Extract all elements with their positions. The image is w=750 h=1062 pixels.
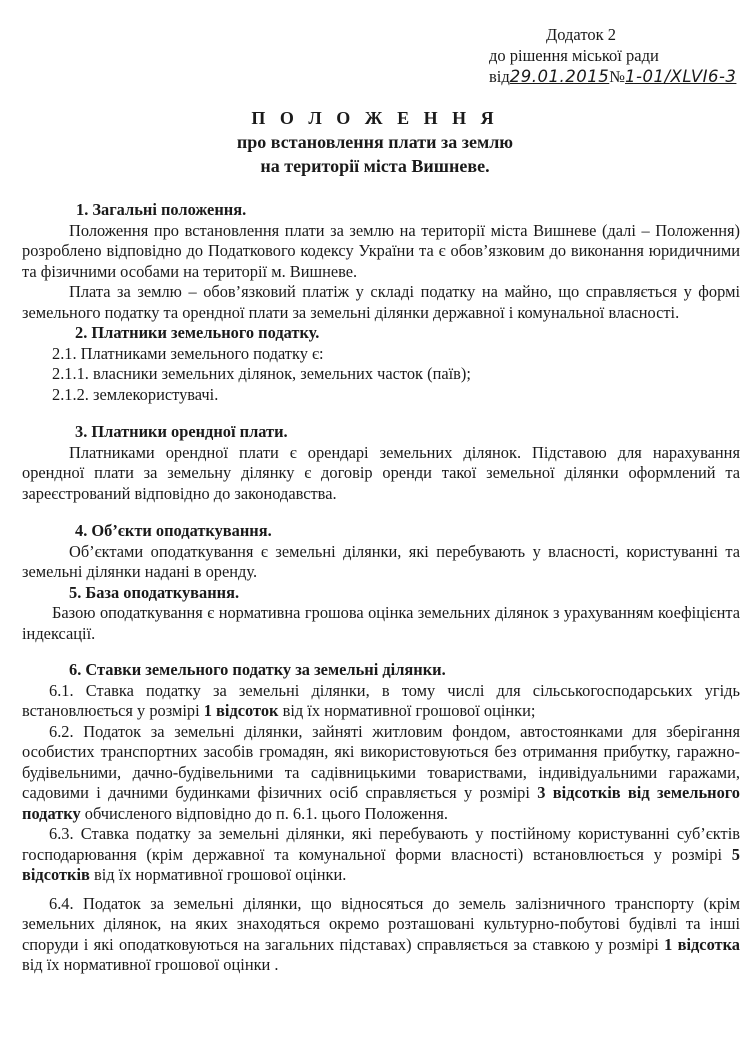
section-3-paragraph: Платниками орендної плати є орендарі земельних ділянок. Підставою для нарахування орендної плати за земельну ділянку є договір оренди такої земельної ділянки оформлений та зареєстрований відповідно до законодавства. bbox=[22, 442, 740, 503]
annex-date-number bbox=[489, 66, 749, 87]
title-subject: про встановлення плати за землю bbox=[236, 132, 514, 152]
section-5-heading: 5. База оподаткування. bbox=[69, 582, 240, 602]
section-5-paragraph: Базою оподаткування є нормативна грошова оцінка земельних ділянок з урахуванням коефіцієнта індексації. bbox=[22, 603, 740, 643]
section-2-item-3: 2.1.2. землекористувачі. bbox=[52, 384, 219, 404]
annex-decision: до рішення міської ради bbox=[489, 46, 659, 65]
annex-from-label: від bbox=[489, 67, 510, 86]
title-main: П О Л О Ж Е Н Н Я bbox=[251, 108, 499, 128]
section-3-heading: 3. Платники орендної плати. bbox=[75, 422, 288, 441]
annex-date: 29.01.2015 bbox=[509, 67, 610, 86]
section-6-paragraph-3: 6.3. Ставка податку за земельні ділянки, які перебувають у постійному користуванні суб’єктів господарювання (крім державної та комунальної форми власності) встановлюється у розмірі 5 відсотків від їх нормативної грошової оцінки. bbox=[22, 824, 740, 884]
document-title bbox=[0, 106, 750, 178]
annex-number-sign: № bbox=[609, 67, 626, 86]
title-place: на території міста Вишневе. bbox=[260, 156, 490, 176]
section-2-item-1: 2.1. Платниками земельного податку є: bbox=[52, 343, 324, 363]
section-6-heading: 6. Ставки земельного податку за земельні ділянки. bbox=[69, 660, 446, 679]
annex-number: 1-01/XLVI6-3 bbox=[625, 67, 737, 86]
section-1-paragraph-2: Плата за землю – обов’язковий платіж у складі податку на майно, що справляється у формі земельного податку та орендної плати за земельні ділянки державної і комунальної власності. bbox=[22, 282, 740, 322]
document-body bbox=[22, 200, 740, 976]
annex-block bbox=[489, 24, 749, 87]
section-4-paragraph: Об’єктами оподаткування є земельні ділянки, які перебувають у власності, користуванні та земельні ділянки надані в оренду. bbox=[22, 541, 740, 581]
section-2-heading: 2. Платники земельного податку. bbox=[75, 323, 320, 342]
section-1-paragraph-1: Положення про встановлення плати за землю на території міста Вишневе (далі – Положення) розроблено відповідно до Податкового кодексу України та є обов’язковим до виконання юридичними та фізичними особами на території м. Вишневе. bbox=[22, 220, 740, 281]
section-6-paragraph-2: 6.2. Податок за земельні ділянки, зайняті житловим фондом, автостоянками для зберігання особистих транспортних засобів громадян, які використовуються без отримання прибутку, гаражно-будівельними, дачно-будівельними та садівницькими товариствами, індивідуальними гаражами, садовими і дачними будинками фізичних осіб справляється у розмірі 3 відсотків від земельного податку обчисленого відповідно до п. 6.1. цього Положення. bbox=[22, 721, 740, 823]
section-6-paragraph-1: 6.1. Ставка податку за земельні ділянки, в тому числі для сільськогосподарських угідь встановлюється у розмірі 1 відсоток від їх нормативної грошової оцінки; bbox=[22, 680, 740, 720]
section-6-paragraph-4: 6.4. Податок за земельні ділянки, що відносяться до земель залізничного транспорту (крім земельних ділянок, на яких знаходяться окремо розташовані культурно-побутові будівлі та інші споруди і які оподатковуються на загальних підставах) справляється за ставкою у розмірі 1 відсотка від їх нормативної грошової оцінки . bbox=[22, 893, 740, 974]
section-1-heading: 1. Загальні положення. bbox=[76, 200, 247, 219]
section-2-item-2: 2.1.1. власники земельних ділянок, земельних часток (паїв); bbox=[52, 364, 471, 383]
annex-title: Додаток 2 bbox=[546, 25, 616, 44]
section-4-heading: 4. Об’єкти оподаткування. bbox=[75, 521, 272, 540]
